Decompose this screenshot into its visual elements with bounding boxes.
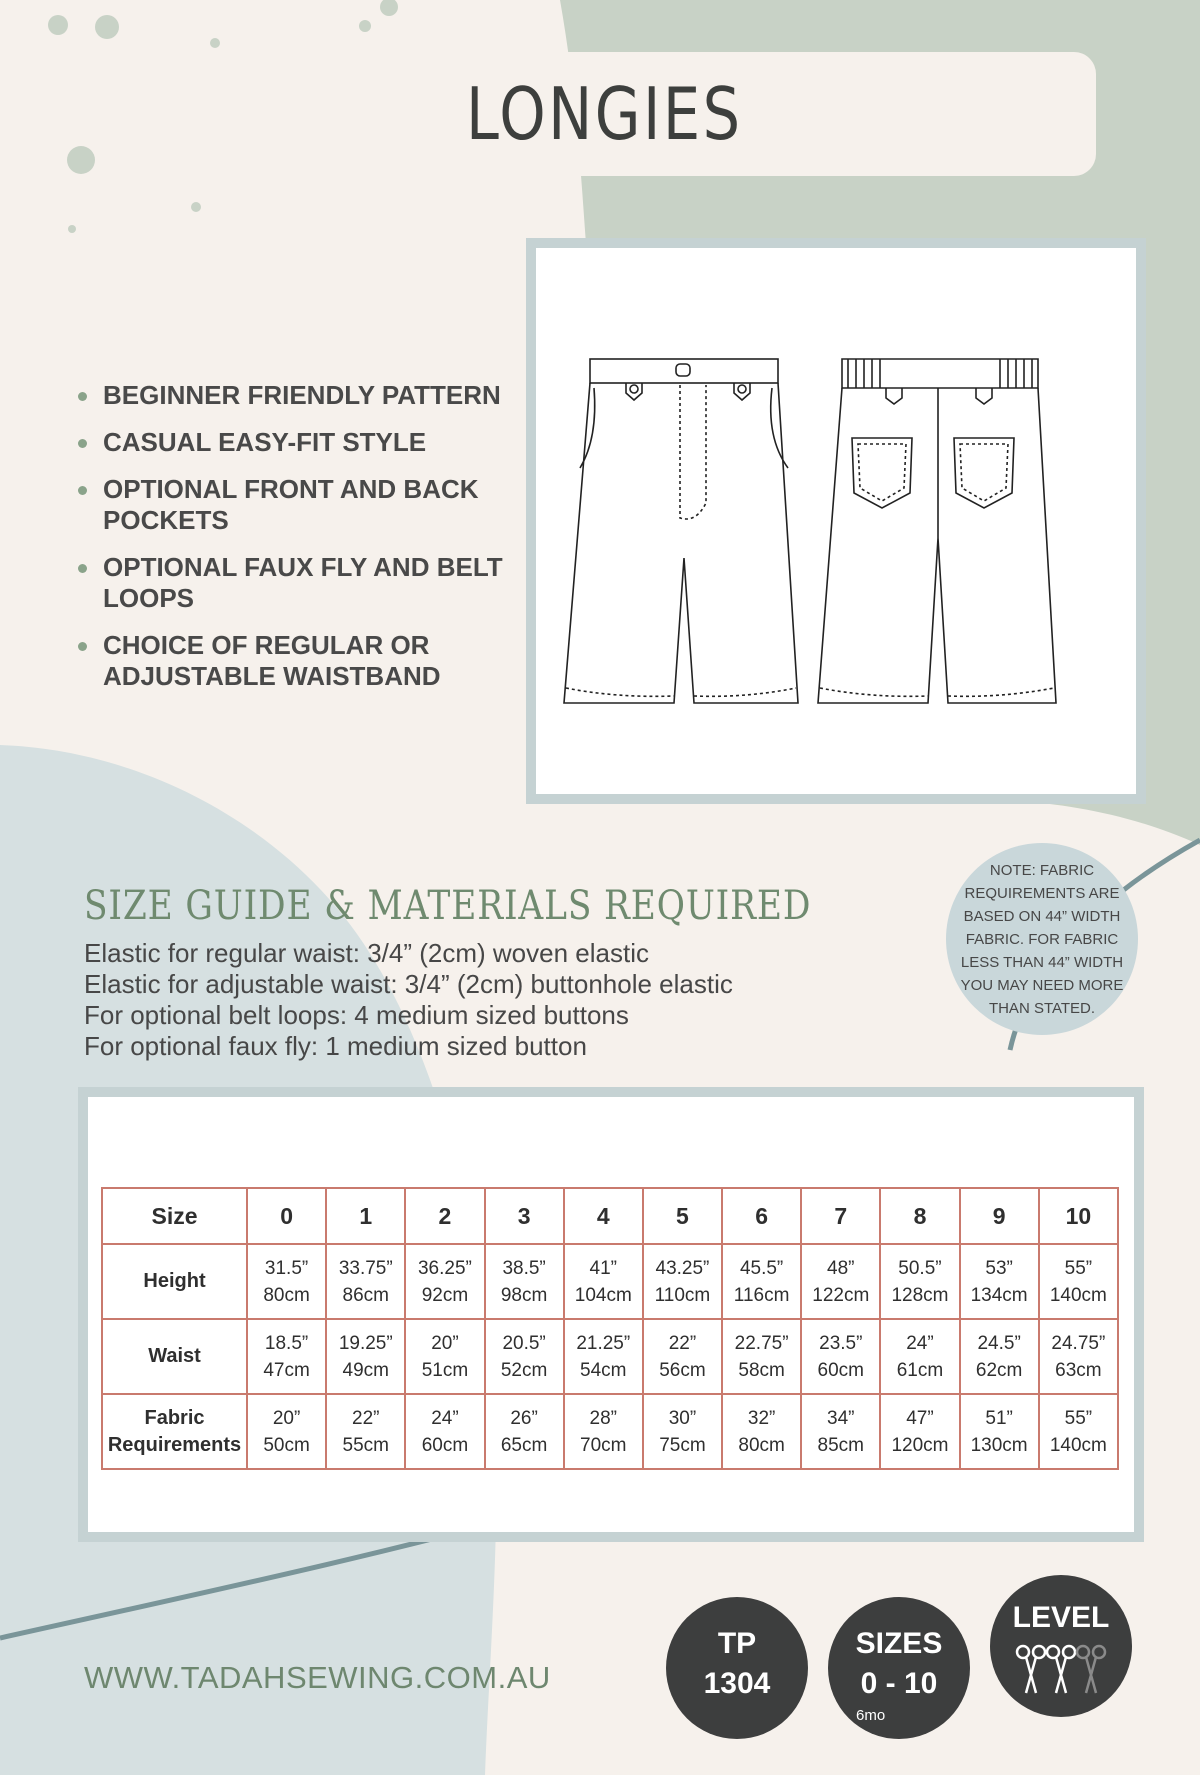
cell-cm: 60cm — [817, 1359, 865, 1381]
cell-inches: 22” — [668, 1332, 697, 1354]
table-cell — [247, 1394, 326, 1469]
table-cell — [405, 1319, 484, 1394]
cell-inches: 36.25” — [417, 1257, 472, 1279]
cell-inches: 28” — [589, 1407, 617, 1429]
illustration-frame — [526, 238, 1146, 804]
cell-cm: 98cm — [500, 1284, 548, 1306]
cell-inches: 50.5” — [898, 1257, 942, 1279]
size-table-panel — [88, 1097, 1134, 1532]
badge-sizes-line1: SIZES — [855, 1627, 943, 1660]
size-table-frame — [78, 1087, 1144, 1542]
cell-cm: 65cm — [500, 1434, 548, 1456]
cell-cm: 128cm — [891, 1284, 949, 1306]
fabric-note-circle — [946, 843, 1138, 1035]
cell-inches: 31.5” — [264, 1257, 309, 1279]
feature-item — [78, 474, 518, 536]
table-cell — [485, 1319, 564, 1394]
cell-cm: 70cm — [580, 1434, 627, 1456]
column-header: 2 — [405, 1188, 484, 1244]
cell-inches: 51” — [985, 1407, 1013, 1429]
cell-cm: 120cm — [891, 1434, 949, 1456]
waist-row — [102, 1319, 1118, 1394]
table-header-row — [102, 1188, 1118, 1244]
fabric-note-text: NOTE: FABRIC REQUIREMENTS ARE BASED ON 44” WIDTH FABRIC. FOR FABRIC LESS THAN 44” WIDTH YOU MAY NEED MORE THAN STATED. — [960, 861, 1124, 1017]
cell-inches: 21.25” — [576, 1332, 631, 1354]
feature-text: BEGINNER FRIENDLY PATTERN — [103, 380, 501, 410]
table-cell — [801, 1319, 880, 1394]
feature-item — [78, 380, 518, 411]
table-cell — [643, 1394, 722, 1469]
table-cell — [326, 1319, 405, 1394]
size-guide-heading: SIZE GUIDE & MATERIALS REQUIRED — [84, 883, 812, 929]
cell-inches: 30” — [668, 1407, 697, 1429]
cell-inches: 24” — [906, 1332, 934, 1354]
column-header: 4 — [564, 1188, 643, 1244]
row-header-line: Waist — [148, 1345, 201, 1367]
table-cell — [564, 1394, 643, 1469]
table-cell — [326, 1394, 405, 1469]
cell-cm: 85cm — [817, 1434, 865, 1456]
cell-inches: 22” — [352, 1407, 380, 1429]
table-cell — [801, 1244, 880, 1319]
shorts-technical-drawing — [536, 248, 1136, 794]
size-table — [101, 1187, 1119, 1470]
column-header: 9 — [960, 1188, 1039, 1244]
material-item: Elastic for adjustable waist: 3/4” (2cm) buttonhole elastic — [84, 969, 733, 999]
cell-inches: 53” — [985, 1257, 1013, 1279]
cell-inches: 20” — [272, 1407, 301, 1429]
materials-list — [84, 938, 733, 1062]
bullet-icon — [78, 564, 87, 573]
bullet-icon — [78, 392, 87, 401]
table-cell — [960, 1394, 1039, 1469]
row-header-line: Fabric — [144, 1406, 205, 1429]
row-header — [102, 1244, 247, 1319]
height-row — [102, 1244, 1118, 1319]
table-cell — [960, 1319, 1039, 1394]
level-badge — [990, 1575, 1132, 1717]
material-item: For optional faux fly: 1 medium sized button — [84, 1031, 587, 1061]
cell-inches: 34” — [827, 1407, 855, 1429]
cell-inches: 24.75” — [1051, 1332, 1106, 1354]
cell-inches: 23.5” — [819, 1332, 863, 1354]
table-cell — [880, 1244, 959, 1319]
cell-inches: 18.5” — [264, 1332, 309, 1354]
table-cell — [564, 1319, 643, 1394]
bullet-icon — [78, 439, 87, 448]
cell-cm: 75cm — [659, 1434, 706, 1456]
row-header-line: Requirements — [107, 1433, 242, 1456]
cell-cm: 122cm — [812, 1284, 870, 1306]
shorts-front-drawing — [564, 359, 798, 703]
table-cell — [1039, 1244, 1118, 1319]
column-header: 5 — [643, 1188, 722, 1244]
table-cell — [247, 1244, 326, 1319]
cell-cm: 55cm — [342, 1434, 389, 1456]
row-header — [102, 1319, 247, 1394]
cell-inches: 32” — [747, 1407, 776, 1429]
row-header — [102, 1394, 247, 1469]
column-header: 6 — [722, 1188, 801, 1244]
material-item: For optional belt loops: 4 medium sized buttons — [84, 1000, 629, 1030]
cell-inches: 26” — [510, 1407, 538, 1429]
badge-code-line1: TP — [717, 1627, 757, 1660]
table-cell — [722, 1394, 801, 1469]
feature-text: CASUAL EASY-FIT STYLE — [103, 427, 427, 457]
scissors-rating-icon — [1014, 1643, 1110, 1699]
cell-inches: 55” — [1064, 1407, 1093, 1429]
cell-cm: 54cm — [580, 1359, 627, 1381]
title-banner — [420, 52, 1096, 176]
table-cell — [1039, 1394, 1118, 1469]
cell-cm: 80cm — [738, 1434, 785, 1456]
table-cell — [485, 1244, 564, 1319]
illustration-panel — [536, 248, 1136, 794]
column-header: 10 — [1039, 1188, 1118, 1244]
cell-cm: 130cm — [970, 1434, 1028, 1456]
cell-cm: 80cm — [263, 1284, 310, 1306]
cell-inches: 24.5” — [977, 1332, 1021, 1354]
cell-inches: 41” — [589, 1257, 617, 1279]
cell-cm: 47cm — [263, 1359, 310, 1381]
row-header-line: Height — [143, 1270, 206, 1292]
table-cell — [722, 1244, 801, 1319]
cell-cm: 92cm — [421, 1284, 469, 1306]
table-cell — [880, 1394, 959, 1469]
table-cell — [643, 1244, 722, 1319]
table-cell — [880, 1319, 959, 1394]
feature-list — [78, 380, 518, 708]
feature-item — [78, 552, 518, 614]
cell-cm: 116cm — [733, 1284, 790, 1306]
feature-item — [78, 630, 518, 692]
column-header: 0 — [247, 1188, 326, 1244]
badge-sizes-sub: 6mo — [856, 1707, 886, 1724]
table-cell — [326, 1244, 405, 1319]
feature-item — [78, 427, 518, 458]
cell-cm: 63cm — [1055, 1359, 1102, 1381]
cell-cm: 49cm — [342, 1359, 389, 1381]
cell-inches: 33.75” — [338, 1257, 393, 1279]
cell-cm: 61cm — [896, 1359, 944, 1381]
fabric-row — [102, 1394, 1118, 1469]
cell-cm: 140cm — [1049, 1284, 1107, 1306]
column-header: 8 — [880, 1188, 959, 1244]
cell-inches: 22.75” — [734, 1332, 789, 1354]
cell-inches: 48” — [827, 1257, 855, 1279]
bullet-icon — [78, 486, 87, 495]
table-cell — [247, 1319, 326, 1394]
shorts-back-drawing — [818, 359, 1056, 703]
table-cell — [405, 1244, 484, 1319]
cell-cm: 60cm — [421, 1434, 469, 1456]
cell-inches: 55” — [1064, 1257, 1093, 1279]
cell-inches: 20.5” — [502, 1332, 546, 1354]
pattern-code-badge — [666, 1597, 808, 1739]
table-cell — [1039, 1319, 1118, 1394]
table-cell — [801, 1394, 880, 1469]
scissors-icon-filled — [1017, 1646, 1045, 1693]
cell-cm: 86cm — [342, 1284, 389, 1306]
cell-inches: 24” — [431, 1407, 459, 1429]
table-cell — [960, 1244, 1039, 1319]
cell-inches: 38.5” — [502, 1257, 546, 1279]
sizes-badge — [828, 1597, 970, 1739]
cell-cm: 104cm — [574, 1284, 632, 1306]
cell-cm: 51cm — [421, 1359, 469, 1381]
cell-cm: 56cm — [659, 1359, 706, 1381]
badge-sizes-line2: 0 - 10 — [860, 1667, 938, 1700]
cell-inches: 19.25” — [338, 1332, 393, 1354]
feature-text: CHOICE OF REGULAR OR ADJUSTABLE WAISTBAND — [103, 630, 441, 691]
cell-cm: 110cm — [654, 1284, 711, 1306]
cell-inches: 20” — [431, 1332, 459, 1354]
table-cell — [564, 1244, 643, 1319]
cell-inches: 43.25” — [655, 1257, 710, 1279]
scissors-icon-empty — [1077, 1646, 1105, 1693]
cell-cm: 58cm — [738, 1359, 785, 1381]
table-cell — [405, 1394, 484, 1469]
cell-cm: 62cm — [975, 1359, 1023, 1381]
feature-text: OPTIONAL FAUX FLY AND BELT LOOPS — [103, 552, 503, 613]
badge-code-line2: 1304 — [703, 1667, 771, 1700]
material-item: Elastic for regular waist: 3/4” (2cm) woven elastic — [84, 938, 649, 968]
cell-inches: 47” — [906, 1407, 934, 1429]
cell-cm: 52cm — [500, 1359, 548, 1381]
table-cell — [722, 1319, 801, 1394]
page-title: LONGIES — [466, 72, 743, 156]
table-cell — [485, 1394, 564, 1469]
cell-cm: 50cm — [263, 1434, 310, 1456]
feature-text: OPTIONAL FRONT AND BACK POCKETS — [103, 474, 479, 535]
cell-cm: 140cm — [1049, 1434, 1107, 1456]
column-header: Size — [102, 1188, 247, 1244]
column-header: 1 — [326, 1188, 405, 1244]
bullet-icon — [78, 642, 87, 651]
table-cell — [643, 1319, 722, 1394]
badge-level-label: LEVEL — [1012, 1601, 1110, 1634]
scissors-icon-filled — [1047, 1646, 1075, 1693]
column-header: 3 — [485, 1188, 564, 1244]
cell-inches: 45.5” — [739, 1257, 784, 1279]
column-header: 7 — [801, 1188, 880, 1244]
website-url[interactable]: WWW.TADAHSEWING.COM.AU — [84, 1660, 551, 1695]
cell-cm: 134cm — [970, 1284, 1028, 1306]
